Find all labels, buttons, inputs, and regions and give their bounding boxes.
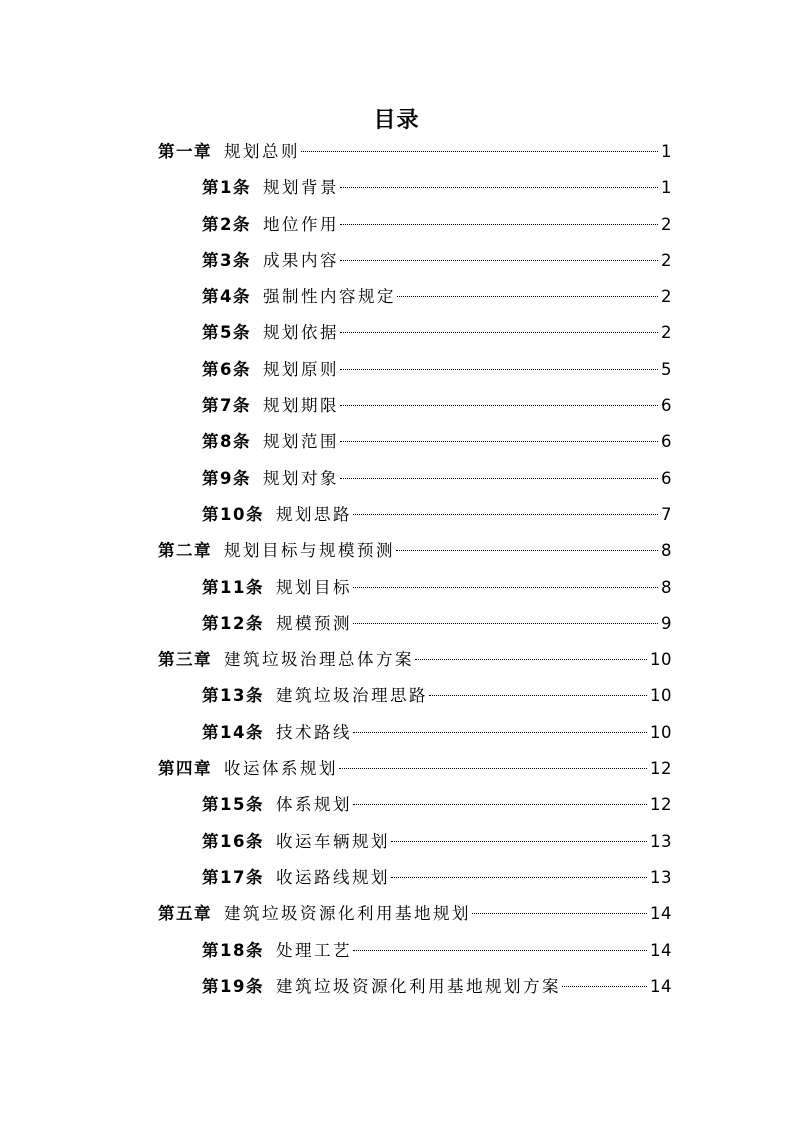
- entry-page-number: 14: [650, 940, 672, 960]
- dot-leader: [562, 986, 647, 987]
- entry-label: 规划依据: [262, 323, 339, 343]
- toc-title: 目录: [373, 108, 420, 133]
- toc-article-entry[interactable]: [0, 678, 672, 714]
- dot-leader: [415, 659, 647, 660]
- dot-leader: [340, 224, 658, 225]
- dot-leader: [472, 913, 647, 914]
- entry-page-number: 10: [650, 722, 672, 742]
- toc-article-entry[interactable]: [0, 424, 672, 460]
- dot-leader: [391, 841, 647, 842]
- entry-page-number: 14: [650, 904, 672, 924]
- dot-leader: [353, 804, 647, 805]
- entry-number: 第10条: [202, 504, 264, 524]
- toc-article-entry[interactable]: [0, 787, 672, 823]
- entry-number: 第7条: [202, 396, 251, 416]
- toc-article-entry[interactable]: [0, 352, 672, 388]
- toc-article-entry[interactable]: [0, 933, 672, 969]
- toc-chapter-entry[interactable]: [0, 896, 672, 932]
- entry-page-number: 1: [661, 178, 672, 198]
- entry-label: 规划范围: [262, 432, 339, 452]
- entry-label: 规划思路: [275, 504, 352, 524]
- entry-number: 第13条: [202, 686, 264, 706]
- entry-page-number: 2: [661, 214, 672, 234]
- toc-chapter-entry[interactable]: [0, 533, 672, 569]
- toc-article-entry[interactable]: [0, 207, 672, 243]
- dot-leader: [353, 732, 647, 733]
- entry-number: 第8条: [202, 432, 251, 452]
- entry-label: 规划总则: [224, 142, 300, 161]
- entry-label: 收运路线规划: [275, 867, 390, 887]
- dot-leader: [340, 405, 658, 406]
- entry-number: 第1条: [202, 178, 251, 198]
- dot-leader: [353, 587, 658, 588]
- entry-page-number: 10: [650, 686, 672, 706]
- entry-number: 第四章: [158, 759, 212, 779]
- entry-page-number: 2: [661, 250, 672, 270]
- dot-leader: [340, 441, 658, 442]
- entry-label: 规划原则: [262, 359, 339, 379]
- entry-page-number: 5: [661, 359, 672, 379]
- dot-leader: [340, 260, 658, 261]
- entry-page-number: 13: [650, 831, 672, 851]
- dot-leader: [391, 877, 647, 878]
- entry-page-number: 14: [650, 976, 672, 996]
- entry-label: 强制性内容规定: [262, 287, 396, 307]
- toc-article-entry[interactable]: [0, 860, 672, 896]
- entry-label: 处理工艺: [275, 940, 352, 960]
- entry-page-number: 2: [661, 323, 672, 343]
- toc-article-entry[interactable]: [0, 461, 672, 497]
- entry-number: 第11条: [202, 577, 264, 597]
- dot-leader: [353, 623, 658, 624]
- entry-number: 第5条: [202, 323, 251, 343]
- entry-page-number: 1: [661, 142, 672, 161]
- entry-page-number: 9: [661, 613, 672, 633]
- entry-page-number: 6: [661, 396, 672, 416]
- entry-number: 第9条: [202, 468, 251, 488]
- entry-label: 收运体系规划: [224, 759, 338, 779]
- entry-number: 第14条: [202, 722, 264, 742]
- entry-number: 第2条: [202, 214, 251, 234]
- entry-number: 第3条: [202, 250, 251, 270]
- entry-number: 第三章: [158, 650, 212, 670]
- entry-label: 成果内容: [262, 250, 339, 270]
- dot-leader: [340, 478, 658, 479]
- entry-page-number: 7: [661, 504, 672, 524]
- entry-label: 规划目标: [275, 577, 352, 597]
- entry-number: 第17条: [202, 867, 264, 887]
- entry-page-number: 2: [661, 287, 672, 307]
- dot-leader: [301, 151, 658, 152]
- entry-number: 第16条: [202, 831, 264, 851]
- entry-number: 第二章: [158, 541, 212, 561]
- entry-number: 第五章: [158, 904, 212, 924]
- entry-number: 第15条: [202, 795, 264, 815]
- dot-leader: [353, 950, 647, 951]
- entry-number: 第4条: [202, 287, 251, 307]
- toc-article-entry[interactable]: [0, 497, 672, 533]
- toc-list: [0, 134, 793, 1005]
- dot-leader: [340, 332, 658, 333]
- entry-number: 第6条: [202, 359, 251, 379]
- entry-page-number: 8: [661, 541, 672, 561]
- entry-label: 地位作用: [262, 214, 339, 234]
- entry-page-number: 10: [650, 650, 672, 670]
- entry-number: 第18条: [202, 940, 264, 960]
- toc-article-entry[interactable]: [0, 606, 672, 642]
- dot-leader: [340, 369, 658, 370]
- entry-label: 规划期限: [262, 396, 339, 416]
- dot-leader: [339, 768, 647, 769]
- entry-page-number: 8: [661, 577, 672, 597]
- entry-page-number: 6: [661, 432, 672, 452]
- entry-number: 第12条: [202, 613, 264, 633]
- entry-page-number: 13: [650, 867, 672, 887]
- toc-article-entry[interactable]: [0, 715, 672, 751]
- toc-article-entry[interactable]: [0, 388, 672, 424]
- entry-label: 规划对象: [262, 468, 339, 488]
- dot-leader: [396, 550, 658, 551]
- toc-chapter-entry[interactable]: [0, 642, 672, 678]
- dot-leader: [353, 514, 658, 515]
- entry-label: 收运车辆规划: [275, 831, 390, 851]
- entry-page-number: 12: [650, 759, 672, 779]
- entry-label: 规划背景: [262, 178, 339, 198]
- toc-article-entry[interactable]: [0, 969, 672, 1005]
- toc-article-entry[interactable]: [0, 170, 672, 206]
- entry-number: 第19条: [202, 976, 264, 996]
- toc-article-entry[interactable]: [0, 243, 672, 279]
- entry-page-number: 6: [661, 468, 672, 488]
- entry-label: 规模预测: [275, 613, 352, 633]
- toc-chapter-entry[interactable]: [0, 134, 672, 170]
- dot-leader: [340, 187, 658, 188]
- entry-label: 建筑垃圾资源化利用基地规划方案: [275, 976, 561, 996]
- entry-number: 第一章: [158, 142, 212, 161]
- entry-label: 建筑垃圾治理总体方案: [224, 650, 414, 670]
- toc-article-entry[interactable]: [0, 279, 672, 315]
- entry-label: 建筑垃圾治理思路: [275, 686, 428, 706]
- dot-leader: [429, 695, 647, 696]
- entry-label: 技术路线: [275, 722, 352, 742]
- dot-leader: [397, 296, 658, 297]
- entry-page-number: 12: [650, 795, 672, 815]
- toc-chapter-entry[interactable]: [0, 751, 672, 787]
- toc-article-entry[interactable]: [0, 824, 672, 860]
- entry-label: 规划目标与规模预测: [224, 541, 395, 561]
- entry-label: 体系规划: [275, 795, 352, 815]
- toc-article-entry[interactable]: [0, 315, 672, 351]
- toc-article-entry[interactable]: [0, 570, 672, 606]
- entry-label: 建筑垃圾资源化利用基地规划: [224, 904, 471, 924]
